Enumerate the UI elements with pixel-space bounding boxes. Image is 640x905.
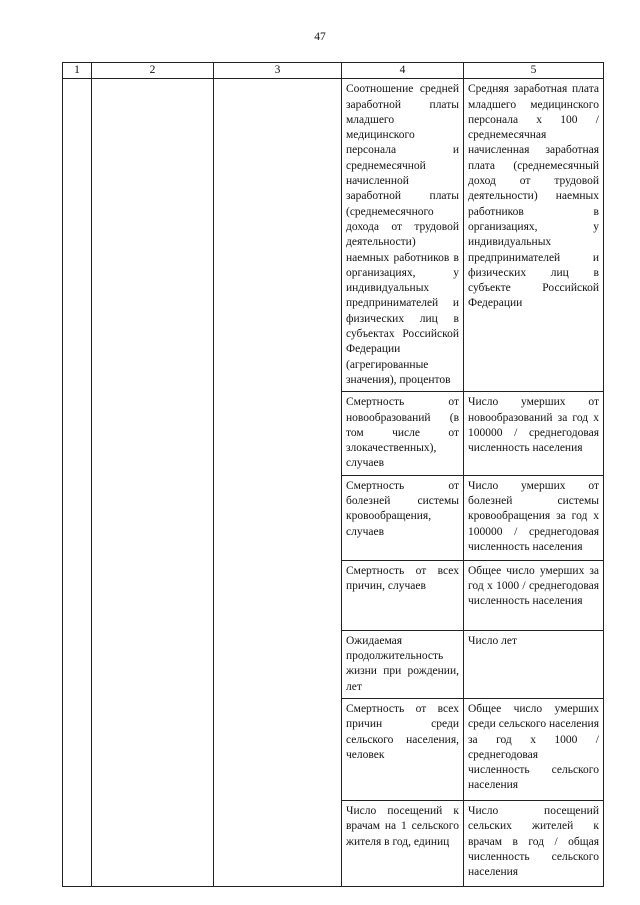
- page-number: 47: [314, 31, 326, 43]
- column-number-row: [63, 63, 604, 79]
- indicator-cell: Число посещений к врачам на 1 сельского жителя в год, единиц: [342, 800, 464, 886]
- indicator-cell: Ожидаемая продолжительность жизни при рождении, лет: [342, 630, 464, 698]
- formula-cell: Число умерших от новообразований за год x 100000 / среднегодовая численность населения: [464, 392, 604, 475]
- column-number-4: 4: [342, 63, 464, 79]
- formula-cell: Общее число умерших за год x 1000 / среднегодовая численность населения: [464, 560, 604, 630]
- cell-col3-empty: [214, 79, 342, 887]
- column-number-3: 3: [214, 63, 342, 79]
- indicator-cell: Смертность от всех причин, случаев: [342, 560, 464, 630]
- formula-cell: Число умерших от болезней системы кровообращения за год x 100000 / среднегодовая численность населения: [464, 475, 604, 560]
- indicator-cell: Соотношение средней заработной платы младшего медицинского персонала и среднемесячной начисленной заработной платы (среднемесячного дохода от трудовой деятельности) наемных работников в организациях, у индивидуальных предпринимателей и физических лиц в субъектах Российской Федерации (агрегированные значения), процентов: [342, 79, 464, 392]
- indicator-cell: Смертность от всех причин среди сельского населения, человек: [342, 698, 464, 800]
- column-number-2: 2: [92, 63, 214, 79]
- indicator-cell: Смертность от болезней системы кровообращения, случаев: [342, 475, 464, 560]
- indicator-cell: Смертность от новообразований (в том числе от злокачественных), случаев: [342, 392, 464, 475]
- cell-col2-empty: [92, 79, 214, 887]
- formula-cell: Общее число умерших среди сельского населения за год x 1000 / среднегодовая численность сельского населения: [464, 698, 604, 800]
- table-row: [63, 79, 604, 392]
- indicators-table: [62, 62, 604, 887]
- cell-col1-empty: [63, 79, 92, 887]
- formula-cell: Число лет: [464, 630, 604, 698]
- formula-cell: Средняя заработная плата младшего медицинского персонала x 100 / среднемесячная начисленная заработная плата (среднемесячный доход от трудовой деятельности) наемных работников в организациях, у индивидуальных предпринимателей и физических лиц в субъекте Российской Федерации: [464, 79, 604, 392]
- formula-cell: Число посещений сельских жителей к врачам в год / общая численность сельского населения: [464, 800, 604, 886]
- column-number-5: 5: [464, 63, 604, 79]
- column-number-1: 1: [63, 63, 92, 79]
